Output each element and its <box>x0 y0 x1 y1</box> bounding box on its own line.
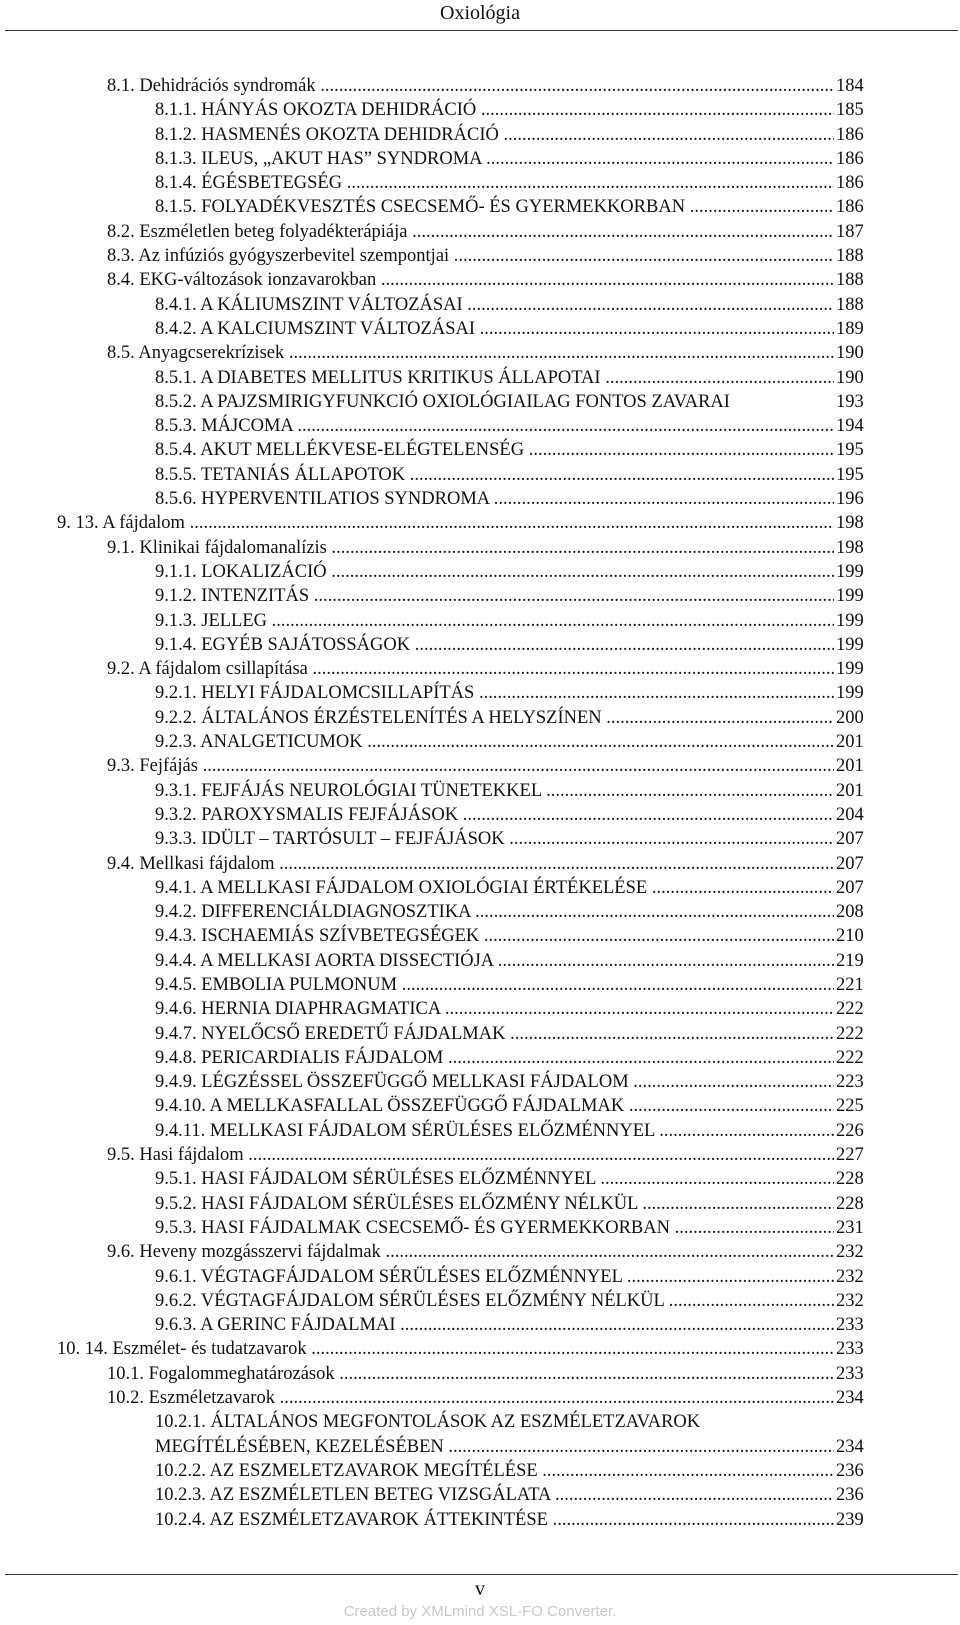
toc-page-number: 201 <box>836 732 864 753</box>
toc-entry-text: 9.4.11. MELLKASI FÁJDALOM SÉRÜLÉSES ELŐZMÉNNYEL ..... <box>155 1119 834 1143</box>
toc-entry-text: 8.5.5. TETANIÁS ÁLLAPOTOK ..... <box>155 463 834 487</box>
toc-entry[interactable] <box>0 973 960 997</box>
toc-entry[interactable] <box>0 341 960 365</box>
toc-page-number: 185 <box>836 100 864 121</box>
toc-page-number: 186 <box>836 148 864 169</box>
toc-page-number: 199 <box>836 634 864 655</box>
toc-page-number: 233 <box>836 1363 864 1384</box>
toc-entry-text: 9.4.7. NYELŐCSŐ EREDETŰ FÁJDALMAK ..... <box>155 1022 834 1046</box>
toc-page-number: 221 <box>836 974 864 995</box>
toc-page-number: 201 <box>836 756 864 777</box>
toc-page-number: 186 <box>836 173 864 194</box>
toc-page-number: 199 <box>836 561 864 582</box>
toc-entry-title <box>155 438 834 462</box>
toc-entry[interactable] <box>0 706 960 730</box>
toc-entry[interactable] <box>0 147 960 171</box>
toc-entry-text: 8.5.4. AKUT MELLÉKVESE-ELÉGTELENSÉG ..... <box>155 438 834 462</box>
toc-entry[interactable] <box>0 1143 960 1167</box>
toc-page-number: 228 <box>836 1193 864 1214</box>
toc-page-number: 232 <box>836 1242 864 1263</box>
toc-entry[interactable] <box>0 244 960 268</box>
toc-entry-title <box>155 487 834 511</box>
toc-page-number: 227 <box>836 1145 864 1166</box>
toc-entry[interactable] <box>0 803 960 827</box>
toc-entry-text: 8.1.4. ÉGÉSBETEGSÉG ..... <box>155 171 834 195</box>
toc-page-number: 208 <box>836 902 864 923</box>
toc-entry[interactable] <box>0 74 960 98</box>
toc-entry-title <box>107 536 834 560</box>
toc-entry-text: 9.5.2. HASI FÁJDALOM SÉRÜLÉSES ELŐZMÉNY NÉLKÜL ..... <box>155 1192 834 1216</box>
toc-page-number: 232 <box>836 1266 864 1287</box>
toc-entry-title <box>107 754 834 778</box>
toc-entry-title <box>155 681 834 705</box>
toc-entry[interactable] <box>0 1216 960 1240</box>
toc-entry-text: 8.5. Anyagcserekrízisek ..... <box>107 341 834 365</box>
toc-entry-title <box>107 657 834 681</box>
toc-entry-title <box>155 1216 834 1240</box>
toc-entry-title <box>155 317 834 341</box>
toc-page-number: 201 <box>836 780 864 801</box>
toc-entry[interactable] <box>0 1483 960 1507</box>
toc-entry[interactable] <box>0 414 960 438</box>
toc-entry[interactable] <box>0 1167 960 1191</box>
toc-entry-text: 9.4.2. DIFFERENCIÁLDIAGNOSZTIKA ..... <box>155 900 834 924</box>
toc-entry[interactable] <box>0 1192 960 1216</box>
toc-entry-text: 8.5.3. MÁJCOMA ..... <box>155 414 834 438</box>
toc-page-number: 186 <box>836 197 864 218</box>
toc-page-number: 187 <box>836 221 864 242</box>
toc-entry[interactable] <box>0 390 960 414</box>
toc-entry-title <box>155 147 834 171</box>
toc-page-number: 196 <box>836 489 864 510</box>
toc-entry[interactable] <box>0 560 960 584</box>
toc-entry-text: 8.4. EKG-változások ionzavarokban ..... <box>107 268 834 292</box>
footer-rule <box>5 1574 958 1575</box>
toc-entry-title <box>107 74 834 98</box>
toc-entry-text: 8.3. Az infúziós gyógyszerbevitel szempontjai ..... <box>107 244 834 268</box>
toc-entry-text: 8.2. Eszméletlen beteg folyadékterápiája ..... <box>107 220 834 244</box>
toc-entry-title <box>155 1265 834 1289</box>
toc-entry-title <box>107 1143 834 1167</box>
toc-entry-text: 8.1. Dehidrációs syndromák ..... <box>107 74 834 98</box>
toc-entry-text: 10.2. Eszméletzavarok ..... <box>107 1386 834 1410</box>
toc-page-number: 198 <box>836 537 864 558</box>
toc-entry[interactable] <box>0 1265 960 1289</box>
toc-page-number: 199 <box>836 610 864 631</box>
toc-entry-text: 9.4.4. A MELLKASI AORTA DISSECTIÓJA ..... <box>155 949 834 973</box>
toc-entry-title <box>155 876 834 900</box>
toc-entry-title <box>107 268 834 292</box>
toc-entry[interactable] <box>0 511 960 535</box>
toc-entry-text: 9.1.1. LOKALIZÁCIÓ ..... <box>155 560 834 584</box>
toc-entry-text: 8.1.2. HASMENÉS OKOZTA DEHIDRÁCIÓ ..... <box>155 123 834 147</box>
toc-entry-text: 8.1.5. FOLYADÉKVESZTÉS CSECSEMŐ- ÉS GYERMEKKORBAN ..... <box>155 195 834 219</box>
toc-entry-text: 9.6.2. VÉGTAGFÁJDALOM SÉRÜLÉSES ELŐZMÉNY NÉLKÜL ..... <box>155 1289 834 1313</box>
toc-entry-title <box>155 730 834 754</box>
toc-entry[interactable] <box>0 730 960 754</box>
document-title: Oxiológia <box>440 2 520 24</box>
toc-entry-text: 8.4.2. A KALCIUMSZINT VÁLTOZÁSAI ..... <box>155 317 834 341</box>
toc-page-number: 194 <box>836 416 864 437</box>
toc-page-number: 204 <box>836 804 864 825</box>
toc-entry[interactable] <box>0 997 960 1021</box>
toc-entry-title <box>155 1410 834 1459</box>
toc-page-number: 199 <box>836 586 864 607</box>
toc-entry[interactable] <box>0 1337 960 1361</box>
toc-entry-text: 8.5.1. A DIABETES MELLITUS KRITIKUS ÁLLAPOTAI ..... <box>155 366 834 390</box>
toc-entry[interactable] <box>0 1240 960 1264</box>
toc-entry[interactable] <box>0 876 960 900</box>
toc-entry[interactable] <box>0 487 960 511</box>
page-number: v <box>475 1578 485 1600</box>
toc-page-number: 222 <box>836 999 864 1020</box>
toc-entry[interactable] <box>0 1046 960 1070</box>
toc-entry-text-continued: MEGÍTÉLÉSÉBEN, KEZELÉSÉBEN ..... <box>155 1435 834 1459</box>
toc-page-number: 207 <box>836 877 864 898</box>
toc-entry[interactable] <box>0 195 960 219</box>
toc-entry[interactable] <box>0 293 960 317</box>
toc-entry[interactable] <box>0 633 960 657</box>
toc-entry-title <box>155 293 834 317</box>
toc-entry-text: 9.2.3. ANALGETICUMOK ..... <box>155 730 834 754</box>
toc-entry-text: 10.1. Fogalommeghatározások ..... <box>107 1362 834 1386</box>
toc-entry[interactable] <box>0 317 960 341</box>
toc-entry[interactable] <box>0 1070 960 1094</box>
toc-entry-text: 9.3.3. IDÜLT – TARTÓSULT – FEJFÁJÁSOK ..... <box>155 827 834 851</box>
table-of-contents <box>0 74 960 1532</box>
toc-page-number: 236 <box>836 1485 864 1506</box>
toc-entry-text: 10.2.3. AZ ESZMÉLETLEN BETEG VIZSGÁLATA ..... <box>155 1483 834 1507</box>
toc-entry[interactable] <box>0 852 960 876</box>
toc-entry-text: 9.1.3. JELLEG ..... <box>155 609 834 633</box>
toc-entry-text: 8.4.1. A KÁLIUMSZINT VÁLTOZÁSAI ..... <box>155 293 834 317</box>
toc-entry-text: 9.2.1. HELYI FÁJDALOMCSILLAPÍTÁS ..... <box>155 681 834 705</box>
toc-entry-title <box>155 1508 834 1532</box>
toc-entry-title <box>155 584 834 608</box>
toc-entry-text: 9.6.3. A GERINC FÁJDALMAI ..... <box>155 1313 834 1337</box>
toc-entry[interactable] <box>0 1119 960 1143</box>
toc-entry-title <box>155 1119 834 1143</box>
toc-entry-title <box>155 706 834 730</box>
toc-entry[interactable] <box>0 657 960 681</box>
running-header <box>0 0 960 28</box>
toc-entry-title <box>155 1483 834 1507</box>
toc-page-number: 190 <box>836 367 864 388</box>
toc-entry-text: 8.1.3. ILEUS, „AKUT HAS” SYNDROMA ..... <box>155 147 834 171</box>
toc-entry-title <box>155 900 834 924</box>
toc-entry[interactable] <box>0 924 960 948</box>
toc-page-number: 207 <box>836 853 864 874</box>
toc-page-number: 195 <box>836 464 864 485</box>
toc-entry-title <box>155 1094 834 1118</box>
toc-entry-text: 9.4.9. LÉGZÉSSEL ÖSSZEFÜGGŐ MELLKASI FÁJDALOM ..... <box>155 1070 834 1094</box>
toc-entry-title <box>107 852 834 876</box>
toc-page-number: 190 <box>836 343 864 364</box>
toc-page-number: 210 <box>836 926 864 947</box>
toc-page-number: 199 <box>836 659 864 680</box>
toc-entry-title <box>155 366 834 390</box>
toc-page-number: 228 <box>836 1169 864 1190</box>
toc-entry-text: 9.4. Mellkasi fájdalom ..... <box>107 852 834 876</box>
toc-entry-title <box>57 511 834 535</box>
toc-entry-text: 9.5.1. HASI FÁJDALOM SÉRÜLÉSES ELŐZMÉNNYEL ..... <box>155 1167 834 1191</box>
toc-page-number: 188 <box>836 294 864 315</box>
toc-entry-title <box>155 949 834 973</box>
toc-entry[interactable] <box>0 220 960 244</box>
toc-entry-text: 9.1.4. EGYÉB SAJÁTOSSÁGOK ..... <box>155 633 834 657</box>
toc-entry-text: 9.4.8. PERICARDIALIS FÁJDALOM ..... <box>155 1046 834 1070</box>
toc-entry[interactable] <box>0 1362 960 1386</box>
toc-entry-text: 9.6.1. VÉGTAGFÁJDALOM SÉRÜLÉSES ELŐZMÉNNYEL ..... <box>155 1265 834 1289</box>
toc-entry-title <box>155 633 834 657</box>
toc-page-number: 219 <box>836 950 864 971</box>
toc-entry[interactable] <box>0 949 960 973</box>
toc-entry[interactable] <box>0 1022 960 1046</box>
toc-entry-title <box>107 244 834 268</box>
toc-entry-text: 10. 14. Eszmélet- és tudatzavarok ..... <box>57 1337 834 1361</box>
toc-page-number: 222 <box>836 1023 864 1044</box>
toc-page-number: 232 <box>836 1290 864 1311</box>
toc-entry-text: 9.1.2. INTENZITÁS ..... <box>155 584 834 608</box>
toc-entry-text: 9.4.3. ISCHAEMIÁS SZÍVBETEGSÉGEK ..... <box>155 924 834 948</box>
toc-entry[interactable] <box>0 681 960 705</box>
toc-entry[interactable] <box>0 98 960 122</box>
toc-entry-text: 9.1. Klinikai fájdalomanalízis ..... <box>107 536 834 560</box>
toc-entry-title <box>107 1386 834 1410</box>
toc-entry[interactable] <box>0 1459 960 1483</box>
toc-entry-title <box>107 1362 834 1386</box>
toc-entry-title <box>155 195 834 219</box>
generator-credit: Created by XMLmind XSL-FO Converter. <box>343 1603 617 1620</box>
toc-entry-title <box>155 973 834 997</box>
toc-entry[interactable] <box>0 123 960 147</box>
toc-entry-title <box>155 1167 834 1191</box>
toc-entry-text: 9.6. Heveny mozgásszervi fájdalmak ..... <box>107 1240 834 1264</box>
toc-entry-title <box>57 1337 834 1361</box>
toc-entry[interactable] <box>0 171 960 195</box>
toc-page-number: 223 <box>836 1072 864 1093</box>
toc-entry-title <box>155 1046 834 1070</box>
toc-entry-text: 9.5. Hasi fájdalom ..... <box>107 1143 834 1167</box>
toc-page-number: 234 <box>836 1388 864 1409</box>
toc-entry[interactable] <box>0 463 960 487</box>
toc-page-number: 200 <box>836 707 864 728</box>
toc-entry[interactable] <box>0 438 960 462</box>
toc-entry[interactable] <box>0 1313 960 1337</box>
toc-page-number: 188 <box>836 270 864 291</box>
toc-page-number: 233 <box>836 1315 864 1336</box>
toc-entry-title <box>155 609 834 633</box>
toc-entry-title <box>155 997 834 1021</box>
toc-page-number: 225 <box>836 1096 864 1117</box>
toc-page-number: 198 <box>836 513 864 534</box>
toc-entry[interactable] <box>0 754 960 778</box>
toc-entry-title <box>155 414 834 438</box>
toc-entry-title <box>155 1022 834 1046</box>
toc-page-number: 184 <box>836 76 864 96</box>
header-rule <box>5 30 958 31</box>
toc-entry-text: 8.5.2. A PAJZSMIRIGYFUNKCIÓ OXIOLÓGIAILAG FONTOS ZAVARAI <box>155 391 730 412</box>
toc-page-number: 199 <box>836 683 864 704</box>
toc-page-number: 239 <box>836 1509 864 1530</box>
toc-entry[interactable] <box>0 536 960 560</box>
toc-entry-title <box>155 98 834 122</box>
toc-page-number: 233 <box>836 1339 864 1360</box>
toc-entry-title <box>155 1289 834 1313</box>
toc-page-number: 193 <box>836 391 864 412</box>
toc-entry-title <box>155 463 834 487</box>
toc-page-number: 226 <box>836 1120 864 1141</box>
toc-entry-text: 10.2.1. ÁLTALÁNOS MEGFONTOLÁSOK AZ ESZMÉLETZAVAROK <box>155 1412 701 1433</box>
toc-page-number: 189 <box>836 318 864 339</box>
toc-entry-title <box>107 341 834 365</box>
toc-page-number: 236 <box>836 1460 864 1481</box>
toc-entry[interactable] <box>0 1289 960 1313</box>
toc-entry-title <box>155 1313 834 1337</box>
toc-entry[interactable] <box>0 779 960 803</box>
toc-entry-text: 9.3.1. FEJFÁJÁS NEUROLÓGIAI TÜNETEKKEL ..... <box>155 779 834 803</box>
toc-entry[interactable] <box>0 584 960 608</box>
toc-entry[interactable] <box>0 827 960 851</box>
toc-entry-text: 9.4.5. EMBOLIA PULMONUM ..... <box>155 973 834 997</box>
toc-entry[interactable] <box>0 609 960 633</box>
toc-page-number: 234 <box>836 1436 864 1457</box>
toc-entry-title <box>155 779 834 803</box>
toc-entry-text: 9.4.6. HERNIA DIAPHRAGMATICA ..... <box>155 997 834 1021</box>
toc-entry[interactable] <box>0 900 960 924</box>
toc-entry-text: 9.4.1. A MELLKASI FÁJDALOM OXIOLÓGIAI ÉRTÉKELÉSE ..... <box>155 876 834 900</box>
toc-entry-title <box>155 1070 834 1094</box>
toc-entry-text: 10.2.2. AZ ESZMELETZAVAROK MEGÍTÉLÉSE ..... <box>155 1459 834 1483</box>
toc-page-number: 207 <box>836 829 864 850</box>
toc-entry-title <box>155 827 834 851</box>
toc-page-number: 195 <box>836 440 864 461</box>
toc-entry-title <box>107 1240 834 1264</box>
toc-page-number: 222 <box>836 1047 864 1068</box>
toc-entry-text: 9.3. Fejfájás ..... <box>107 754 834 778</box>
toc-entry[interactable] <box>0 1410 960 1459</box>
toc-entry-title <box>155 560 834 584</box>
toc-entry-title <box>107 220 834 244</box>
toc-entry[interactable] <box>0 366 960 390</box>
toc-entry-title <box>155 803 834 827</box>
toc-entry-text: 10.2.4. AZ ESZMÉLETZAVAROK ÁTTEKINTÉSE ..... <box>155 1508 834 1532</box>
toc-entry[interactable] <box>0 1094 960 1118</box>
toc-entry-title <box>155 1192 834 1216</box>
toc-entry-text: 9.3.2. PAROXYSMALIS FEJFÁJÁSOK ..... <box>155 803 834 827</box>
toc-entry[interactable] <box>0 1386 960 1410</box>
toc-entry-title <box>155 171 834 195</box>
toc-entry-text: 9.2.2. ÁLTALÁNOS ÉRZÉSTELENÍTÉS A HELYSZÍNEN ..... <box>155 706 834 730</box>
toc-entry-text: 9. 13. A fájdalom ..... <box>57 511 834 535</box>
toc-entry[interactable] <box>0 1508 960 1532</box>
toc-entry-title <box>155 1459 834 1483</box>
toc-page-number: 231 <box>836 1217 864 1238</box>
toc-entry-title <box>155 924 834 948</box>
toc-entry-text: 9.4.10. A MELLKASFALLAL ÖSSZEFÜGGŐ FÁJDALMAK ..... <box>155 1094 834 1118</box>
toc-entry-text: 8.1.1. HÁNYÁS OKOZTA DEHIDRÁCIÓ ..... <box>155 98 834 122</box>
toc-page-number: 188 <box>836 246 864 267</box>
toc-entry-text: 9.5.3. HASI FÁJDALMAK CSECSEMŐ- ÉS GYERMEKKORBAN ..... <box>155 1216 834 1240</box>
toc-entry-title <box>155 123 834 147</box>
toc-entry-title <box>155 390 834 414</box>
toc-page-number: 186 <box>836 124 864 145</box>
toc-entry[interactable] <box>0 268 960 292</box>
toc-entry-text: 9.2. A fájdalom csillapítása ..... <box>107 657 834 681</box>
toc-entry-text: 8.5.6. HYPERVENTILATIOS SYNDROMA ..... <box>155 487 834 511</box>
